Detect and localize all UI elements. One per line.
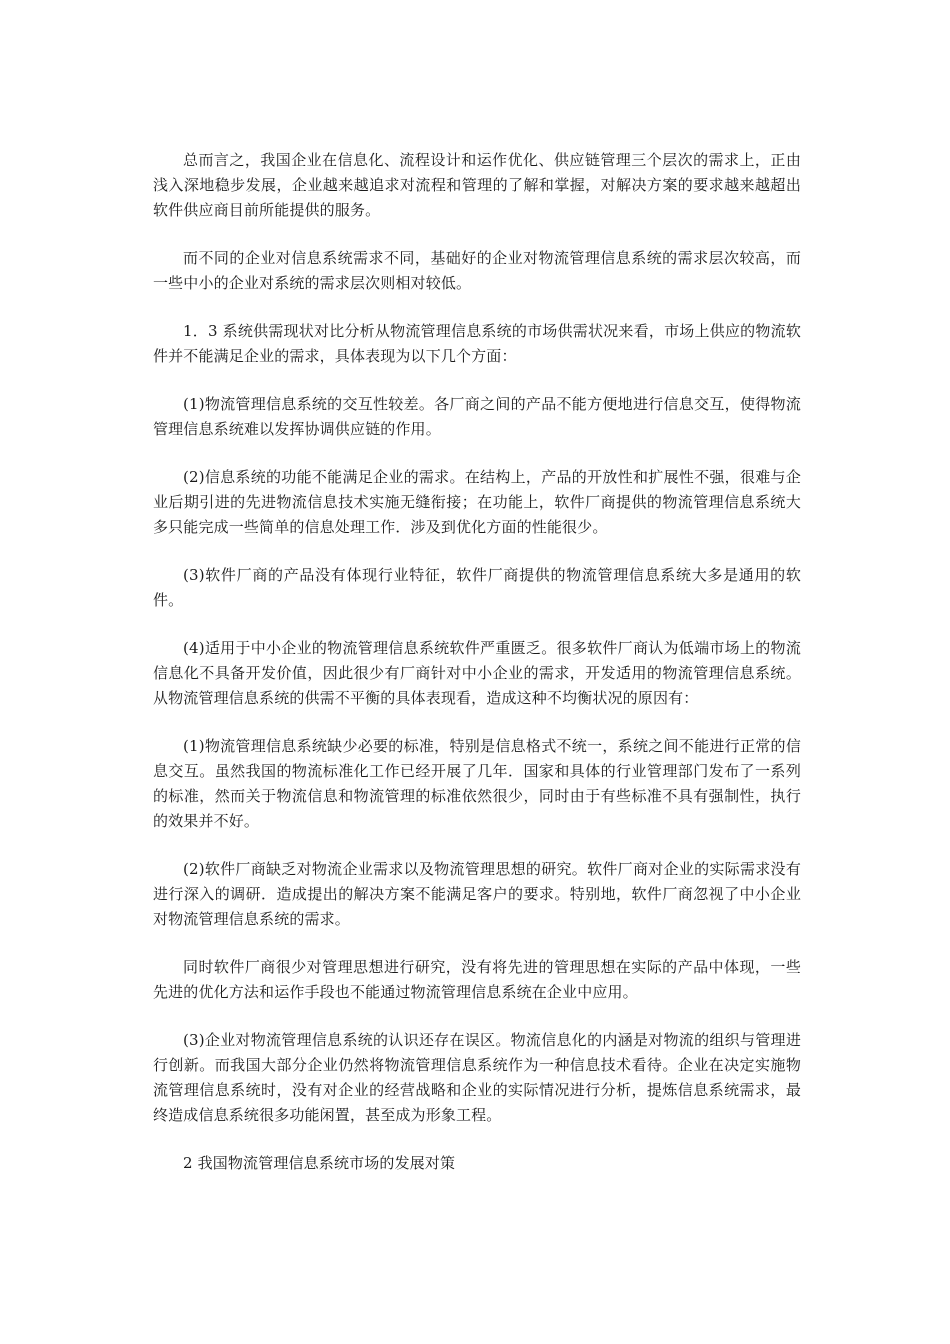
paragraph-supply-issue-4: (4)适用于中小企业的物流管理信息系统软件严重匮乏。很多软件厂商认为低端市场上的物流信息化不具备开发价值，因此很少有厂商针对中小企业的需求，开发适用的物流管理信息系统。从物流管理信息系统的供需不平衡的具体表现看，造成这种不均衡状况的原因有： — [153, 639, 801, 707]
paragraph-enterprise-demand: 而不同的企业对信息系统需求不同，基础好的企业对物流管理信息系统的需求层次较高，而一些中小的企业对系统的需求层次则相对较低。 — [153, 249, 801, 292]
paragraph-summary: 总而言之，我国企业在信息化、流程设计和运作优化、供应链管理三个层次的需求上，正由浅入深地稳步发展，企业越来越追求对流程和管理的了解和掌握，对解决方案的要求越来越超出软件供应商目前所能提供的服务。 — [153, 151, 801, 219]
paragraph-cause-1: (1)物流管理信息系统缺少必要的标准，特别是信息格式不统一，系统之间不能进行正常的信息交互。虽然我国的物流标准化工作已经开展了几年．国家和具体的行业管理部门发布了一系列的标准，然而关于物流信息和物流管理的标准依然很少，同时由于有些标准不具有强制性，执行的效果并不好。 — [153, 737, 801, 830]
paragraph-section-1-3: 1．3 系统供需现状对比分析从物流管理信息系统的市场供需状况来看，市场上供应的物流软件并不能满足企业的需求，具体表现为以下几个方面： — [153, 322, 801, 365]
paragraph-supply-issue-1: (1)物流管理信息系统的交互性较差。各厂商之间的产品不能方便地进行信息交互，使得物流管理信息系统难以发挥协调供应链的作用。 — [153, 395, 801, 438]
section-heading-2: 2 我国物流管理信息系统市场的发展对策 — [183, 1154, 456, 1172]
document-body — [153, 148, 801, 1176]
paragraph-supply-issue-3: (3)软件厂商的产品没有体现行业特征，软件厂商提供的物流管理信息系统大多是通用的软件。 — [153, 566, 801, 609]
paragraph-cause-2: (2)软件厂商缺乏对物流企业需求以及物流管理思想的研究。软件厂商对企业的实际需求没有进行深入的调研．造成提出的解决方案不能满足客户的要求。特别地，软件厂商忽视了中小企业对物流管理信息系统的需求。 — [153, 860, 801, 928]
paragraph-cause-3: (3)企业对物流管理信息系统的认识还存在误区。物流信息化的内涵是对物流的组织与管理进行创新。而我国大部分企业仍然将物流管理信息系统作为一种信息技术看待。企业在决定实施物流管理信息系统时，没有对企业的经营战略和企业的实际情况进行分析，提炼信息系统需求，最终造成信息系统很多功能闲置，甚至成为形象工程。 — [153, 1031, 801, 1124]
paragraph-cause-2-continued: 同时软件厂商很少对管理思想进行研究，没有将先进的管理思想在实际的产品中体现，一些先进的优化方法和运作手段也不能通过物流管理信息系统在企业中应用。 — [153, 958, 801, 1001]
paragraph-supply-issue-2: (2)信息系统的功能不能满足企业的需求。在结构上，产品的开放性和扩展性不强，很难与企业后期引进的先进物流信息技术实施无缝衔接；在功能上，软件厂商提供的物流管理信息系统大多只能完成一些简单的信息处理工作．涉及到优化方面的性能很少。 — [153, 468, 801, 536]
